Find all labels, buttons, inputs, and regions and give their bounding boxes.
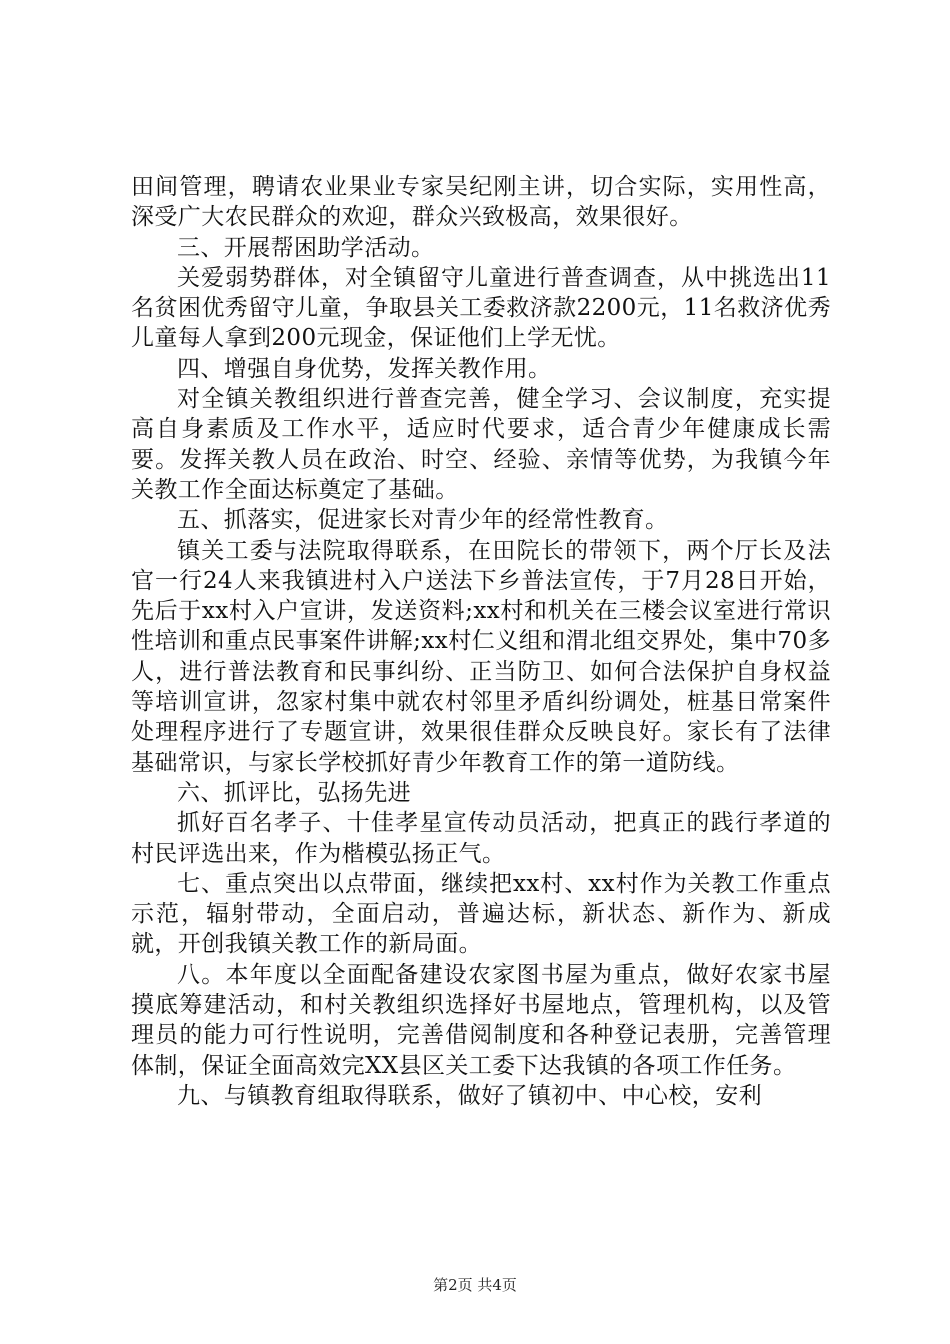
page-footer	[0, 1275, 950, 1295]
section-heading-3: 三、开展帮困助学活动。	[177, 234, 435, 261]
paragraph: 九、与镇教育组取得联系，做好了镇初中、中心校，安利	[177, 1082, 762, 1109]
section-heading-6: 六、抓评比，弘扬先进	[177, 779, 411, 806]
paragraph: 八。本年度以全面配备建设农家图书屋为重点，做好农家书屋摸底筹建活动，和村关教组织选择好书屋地点，管理机构，以及管理员的能力可行性说明，完善借阅制度和各种登记表册，完善管理体制，保证全面高效完XX县区关工委下达我镇的各项工作任务。	[131, 961, 831, 1079]
paragraph: 镇关工委与法院取得联系，在田院长的带领下，两个厅长及法官一行24人来我镇进村入户送法下乡普法宣传，于7月28日开始，先后于xx村入户宣讲，发送资料;xx村和机关在三楼会议室进行常识性培训和重点民事案件讲解;xx村仁义组和渭北组交界处，集中70多人，进行普法教育和民事纠纷、正当防卫、如何合法保护自身权益等培训宣讲，忽家村集中就农村邻里矛盾纠纷调处，桩基日常案件处理程序进行了专题宣讲，效果很佳群众反映良好。家长有了法律基础常识，与家长学校抓好青少年教育工作的第一道防线。	[131, 537, 831, 776]
paragraph: 关爱弱势群体，对全镇留守儿童进行普查调查，从中挑选出11名贫困优秀留守儿童，争取县关工委救济款2200元，11名救济优秀儿童每人拿到200元现金，保证他们上学无忧。	[131, 264, 831, 352]
paragraph: 抓好百名孝子、十佳孝星宣传动员活动，把真正的践行孝道的村民评选出来，作为楷模弘扬正气。	[131, 810, 831, 867]
paragraph-continuation: 田间管理，聘请农业果业专家吴纪刚主讲，切合实际，实用性高，深受广大农民群众的欢迎，群众兴致极高，效果很好。	[131, 174, 831, 231]
page-number: 第2页 共4页	[433, 1276, 517, 1294]
section-heading-4: 四、增强自身优势，发挥关教作用。	[177, 355, 552, 382]
paragraph: 七、重点突出以点带面，继续把xx村、xx村作为关教工作重点示范，辐射带动，全面启动，普遍达标，新状态、新作为、新成就，开创我镇关教工作的新局面。	[131, 870, 831, 958]
section-heading-5: 五、抓落实，促进家长对青少年的经常性教育。	[177, 507, 669, 534]
body-text	[131, 172, 831, 1111]
paragraph: 对全镇关教组织进行普查完善，健全学习、会议制度，充实提高自身素质及工作水平，适应时代要求，适合青少年健康成长需要。发挥关教人员在政治、时空、经验、亲情等优势，为我镇今年关教工作全面达标奠定了基础。	[131, 386, 831, 503]
